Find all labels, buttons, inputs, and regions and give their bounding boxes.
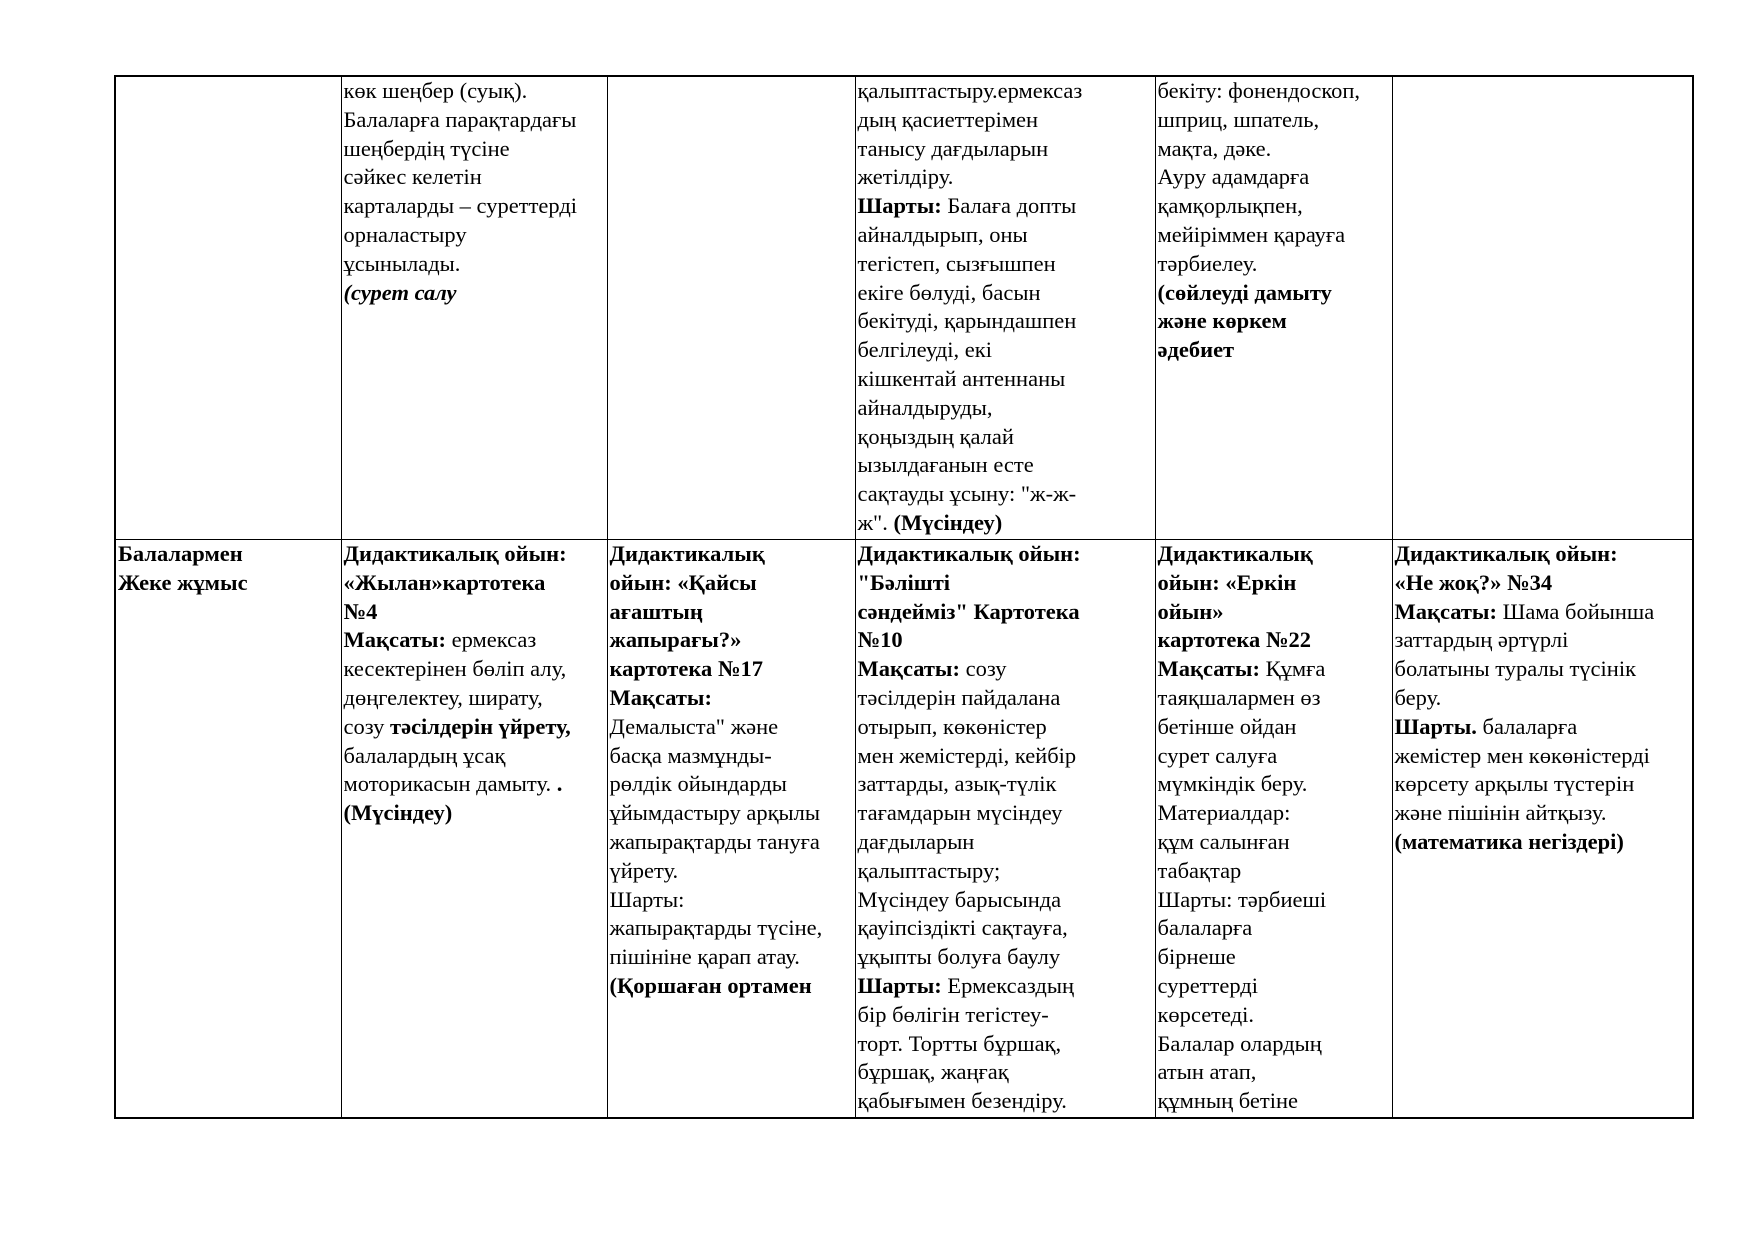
cell-text-line bbox=[1158, 336, 1390, 365]
table-cell bbox=[341, 76, 607, 540]
cell-text-line bbox=[1158, 1058, 1390, 1087]
cell-text: екіге бөлуді, басын bbox=[857, 279, 1041, 305]
cell-text-line bbox=[610, 857, 853, 886]
cell-text: шприц, шпатель, bbox=[1157, 106, 1320, 132]
cell-text-line bbox=[1395, 626, 1691, 655]
cell-text: кесектерінен бөліп алу, bbox=[343, 656, 567, 682]
cell-text-line bbox=[858, 106, 1153, 135]
cell-text-line bbox=[858, 279, 1153, 308]
cell-text: мейіріммен қарауға bbox=[1157, 221, 1346, 247]
cell-text-line bbox=[1395, 540, 1691, 569]
cell-text: айналдыруды, bbox=[857, 394, 993, 420]
cell-text-line bbox=[858, 713, 1153, 742]
cell-text: пішініне қарап атау. bbox=[609, 944, 800, 970]
cell-text: айналдырып, оны bbox=[857, 221, 1028, 247]
cell-text-line bbox=[858, 770, 1153, 799]
cell-text-line bbox=[610, 540, 853, 569]
cell-text-line bbox=[858, 423, 1153, 452]
cell-text-line bbox=[858, 221, 1153, 250]
cell-text: балаларға bbox=[1476, 713, 1578, 739]
cell-text: суреттерді bbox=[1157, 972, 1258, 998]
cell-text: Мақсаты: bbox=[1394, 598, 1497, 624]
cell-text: карталарды – суреттерді bbox=[343, 193, 578, 219]
cell-text-line bbox=[610, 655, 853, 684]
cell-text-line bbox=[1395, 684, 1691, 713]
cell-text: ұқыпты болуға баулу bbox=[857, 944, 1061, 970]
cell-text: көрсетеді. bbox=[1157, 1001, 1255, 1027]
cell-text-line bbox=[1395, 598, 1691, 627]
lesson-plan-table bbox=[114, 75, 1694, 1119]
table-row bbox=[115, 76, 1693, 540]
cell-text-line bbox=[1158, 1030, 1390, 1059]
table-cell bbox=[1392, 76, 1693, 540]
cell-text: сәйкес келетін bbox=[343, 164, 482, 190]
cell-text: Ермексаздың bbox=[941, 972, 1075, 998]
cell-text-line bbox=[1158, 192, 1390, 221]
cell-text-line bbox=[1158, 742, 1390, 771]
cell-text: жапырағы?» bbox=[609, 627, 742, 653]
cell-text-line bbox=[344, 279, 605, 308]
cell-text-line bbox=[610, 972, 853, 1001]
cell-text: тәрбиелеу. bbox=[1157, 250, 1258, 276]
cell-text-line bbox=[858, 307, 1153, 336]
cell-text: Шарты: тәрбиеші bbox=[1157, 886, 1327, 912]
cell-text-line bbox=[344, 163, 605, 192]
cell-text-line bbox=[1158, 713, 1390, 742]
cell-text: . bbox=[556, 771, 563, 797]
cell-text: Мақсаты: bbox=[857, 656, 960, 682]
cell-text: (Қоршаған ортамен bbox=[609, 972, 812, 998]
cell-text: ойын: «Қайсы bbox=[609, 569, 757, 595]
cell-text: Дидактикалық ойын: bbox=[857, 541, 1081, 566]
cell-text: құм салынған bbox=[1157, 828, 1290, 854]
cell-text: торт. Тортты бұршақ, bbox=[857, 1030, 1062, 1056]
cell-text-line bbox=[858, 626, 1153, 655]
cell-text-line bbox=[344, 626, 605, 655]
cell-text: дағдыларын bbox=[857, 828, 975, 854]
cell-text-line bbox=[344, 655, 605, 684]
cell-text-line bbox=[858, 684, 1153, 713]
table-cell bbox=[855, 76, 1155, 540]
cell-text-line bbox=[1158, 135, 1390, 164]
cell-text: Дидактикалық ойын: bbox=[343, 541, 567, 566]
cell-text: (Мүсіндеу) bbox=[343, 800, 453, 826]
cell-text: Шарты: bbox=[857, 972, 942, 998]
cell-text-line bbox=[344, 106, 605, 135]
cell-text-line bbox=[610, 713, 853, 742]
cell-text: тәсілдерін пайдалана bbox=[857, 684, 1061, 710]
cell-text: Материалдар: bbox=[1157, 800, 1291, 826]
cell-text: Дидактикалық bbox=[609, 541, 765, 566]
cell-text-line bbox=[118, 569, 339, 598]
cell-text: тәсілдерін үйрету, bbox=[390, 713, 571, 739]
cell-text-line bbox=[858, 509, 1153, 538]
cell-text-line bbox=[1158, 828, 1390, 857]
cell-text: тағамдарын мүсіндеу bbox=[857, 800, 1063, 826]
cell-text: басқа мазмұнды- bbox=[609, 742, 772, 768]
cell-text-line bbox=[1395, 828, 1691, 857]
cell-text-line bbox=[1158, 626, 1390, 655]
cell-text-line bbox=[858, 451, 1153, 480]
cell-text: белгілеуді, екі bbox=[857, 337, 992, 363]
cell-text-line bbox=[858, 1087, 1153, 1116]
table-cell bbox=[607, 540, 855, 1119]
cell-text: және көркем bbox=[1157, 308, 1287, 334]
cell-text: бекітуді, қарындашпен bbox=[857, 308, 1077, 334]
cell-text: дөңгелектеу, ширату, bbox=[343, 684, 543, 710]
cell-text-line bbox=[344, 250, 605, 279]
cell-text-line bbox=[610, 886, 853, 915]
table-cell bbox=[115, 540, 341, 1119]
cell-text-line bbox=[1158, 857, 1390, 886]
cell-text: табақтар bbox=[1157, 857, 1242, 883]
cell-text-line bbox=[858, 655, 1153, 684]
cell-text: заттардың әртүрлі bbox=[1394, 627, 1569, 653]
cell-text-line bbox=[1158, 799, 1390, 828]
cell-text-line bbox=[858, 192, 1153, 221]
cell-text-line bbox=[1158, 279, 1390, 308]
cell-text-line bbox=[1158, 106, 1390, 135]
cell-text-line bbox=[858, 972, 1153, 1001]
cell-text: бетінше ойдан bbox=[1157, 713, 1297, 739]
cell-text: жемістер мен көкөністерді bbox=[1394, 742, 1650, 768]
cell-text-line bbox=[344, 569, 605, 598]
cell-text-line bbox=[1158, 569, 1390, 598]
cell-text-line bbox=[610, 943, 853, 972]
cell-text: «Жылан»картотека bbox=[343, 569, 546, 595]
cell-text-line bbox=[1158, 221, 1390, 250]
cell-text: орналастыру bbox=[343, 221, 467, 247]
cell-text-line bbox=[858, 886, 1153, 915]
cell-text: ойын: «Еркін bbox=[1157, 569, 1297, 595]
cell-text-line bbox=[344, 192, 605, 221]
cell-text-line bbox=[1158, 684, 1390, 713]
cell-text: Шарты. bbox=[1394, 713, 1477, 739]
cell-text: Балаға допты bbox=[941, 193, 1077, 219]
cell-text: ойын» bbox=[1157, 598, 1224, 624]
cell-text-line bbox=[610, 799, 853, 828]
cell-text: Мақсаты: bbox=[1157, 656, 1260, 682]
cell-text: Балалармен bbox=[118, 541, 243, 566]
cell-text: бекіту: фонендоскоп, bbox=[1157, 78, 1361, 103]
cell-text: картотека №22 bbox=[1157, 627, 1311, 653]
cell-text: шеңбердің түсіне bbox=[343, 135, 510, 161]
cell-text: ұсынылады. bbox=[343, 250, 461, 276]
cell-text-line bbox=[1158, 914, 1390, 943]
cell-text-line bbox=[1158, 770, 1390, 799]
cell-text-line bbox=[1395, 742, 1691, 771]
cell-text: қабығымен безендіру. bbox=[857, 1088, 1067, 1114]
cell-text: қалыптастыру.ермексаз bbox=[857, 78, 1083, 103]
cell-text: Демалыста" және bbox=[609, 713, 779, 739]
cell-text-line bbox=[610, 914, 853, 943]
cell-text: жапырақтарды түсіне, bbox=[609, 915, 823, 941]
cell-text: Ауру адамдарға bbox=[1157, 164, 1310, 190]
cell-text-line bbox=[610, 828, 853, 857]
table-cell bbox=[115, 76, 341, 540]
cell-text: (Мүсіндеу) bbox=[887, 509, 1003, 535]
table-row bbox=[115, 540, 1693, 1119]
cell-text: қалыптастыру; bbox=[857, 857, 1001, 883]
cell-text-line bbox=[858, 77, 1153, 106]
cell-text-line bbox=[610, 684, 853, 713]
cell-text: (сөйлеуді дамыту bbox=[1157, 279, 1332, 305]
cell-text-line bbox=[858, 163, 1153, 192]
table-cell bbox=[855, 540, 1155, 1119]
cell-text: дың қасиеттерімен bbox=[857, 106, 1039, 132]
cell-text-line bbox=[1158, 655, 1390, 684]
cell-text-line bbox=[610, 742, 853, 771]
cell-text: қоңыздың қалай bbox=[857, 423, 1014, 449]
cell-text-line bbox=[610, 569, 853, 598]
cell-text-line bbox=[344, 684, 605, 713]
cell-text-line bbox=[858, 1030, 1153, 1059]
cell-text: мақта, дәке. bbox=[1157, 135, 1272, 161]
cell-text: «Не жоқ?» №34 bbox=[1394, 569, 1553, 595]
cell-text-line bbox=[858, 540, 1153, 569]
table-cell bbox=[1155, 76, 1392, 540]
cell-text: Жеке жұмыс bbox=[118, 569, 248, 595]
cell-text: отырып, көкөністер bbox=[857, 713, 1047, 739]
cell-text: көрсету арқылы түстерін bbox=[1394, 771, 1635, 797]
table-cell bbox=[341, 540, 607, 1119]
cell-text-line bbox=[1395, 770, 1691, 799]
cell-text-line bbox=[1158, 943, 1390, 972]
cell-text: рөлдік ойындарды bbox=[609, 771, 787, 797]
cell-text: ермексаз bbox=[446, 627, 537, 653]
cell-text: Дидактикалық bbox=[1157, 541, 1313, 566]
cell-text-line bbox=[858, 742, 1153, 771]
cell-text-line bbox=[344, 770, 605, 799]
cell-text: кішкентай антеннаны bbox=[857, 365, 1066, 391]
table-cell bbox=[1155, 540, 1392, 1119]
cell-text: атын атап, bbox=[1157, 1059, 1257, 1085]
cell-text-line bbox=[858, 1058, 1153, 1087]
cell-text: Құмға bbox=[1260, 656, 1326, 682]
cell-text: (сурет салу bbox=[343, 279, 457, 305]
cell-text: моторикасын дамыту. bbox=[343, 771, 557, 797]
cell-text-line bbox=[1158, 307, 1390, 336]
table-cell bbox=[607, 76, 855, 540]
cell-text-line bbox=[858, 943, 1153, 972]
cell-text: Балалар олардың bbox=[1157, 1030, 1322, 1056]
cell-text-line bbox=[1158, 1087, 1390, 1116]
cell-text: картотека №17 bbox=[609, 656, 763, 682]
cell-text: Мақсаты: bbox=[609, 684, 712, 710]
cell-text-line bbox=[610, 626, 853, 655]
cell-text-line bbox=[858, 1001, 1153, 1030]
cell-text-line bbox=[858, 365, 1153, 394]
cell-text: Мүсіндеу барысында bbox=[857, 886, 1062, 912]
cell-text-line bbox=[610, 598, 853, 627]
cell-text: ж". bbox=[857, 509, 888, 535]
cell-text: ызылдағанын есте bbox=[857, 452, 1034, 478]
cell-text: ұйымдастыру арқылы bbox=[609, 800, 820, 826]
cell-text-line bbox=[858, 857, 1153, 886]
cell-text: қамқорлықпен, bbox=[1157, 193, 1303, 219]
cell-text: әдебиет bbox=[1157, 337, 1235, 363]
cell-text-line bbox=[858, 250, 1153, 279]
cell-text-line bbox=[1395, 655, 1691, 684]
cell-text: сақтауды ұсыну: "ж-ж- bbox=[857, 481, 1077, 507]
cell-text-line bbox=[1158, 540, 1390, 569]
cell-text: жетілдіру. bbox=[857, 164, 954, 190]
cell-text: Мақсаты: bbox=[343, 627, 446, 653]
cell-text-line bbox=[344, 540, 605, 569]
cell-text: мүмкіндік беру. bbox=[1157, 771, 1308, 797]
cell-text-line bbox=[1158, 972, 1390, 1001]
cell-text: бірнеше bbox=[1157, 944, 1236, 970]
cell-text: созу bbox=[960, 656, 1007, 682]
cell-text: және пішінін айтқызу. bbox=[1394, 800, 1607, 826]
cell-text: №4 bbox=[343, 598, 378, 624]
cell-text-line bbox=[858, 394, 1153, 423]
cell-text-line bbox=[1158, 598, 1390, 627]
cell-text-line bbox=[858, 914, 1153, 943]
cell-text-line bbox=[858, 598, 1153, 627]
cell-text: созу bbox=[343, 713, 391, 739]
cell-text-line bbox=[344, 742, 605, 771]
cell-text-line bbox=[858, 480, 1153, 509]
cell-text: жапырақтарды тануға bbox=[609, 828, 820, 854]
cell-text-line bbox=[344, 135, 605, 164]
cell-text: сәндейміз" Картотека bbox=[857, 598, 1080, 624]
cell-text: (математика негіздері) bbox=[1394, 828, 1624, 854]
cell-text: бір бөлігін тегістеу- bbox=[857, 1001, 1049, 1027]
cell-text: таяқшалармен өз bbox=[1157, 684, 1321, 710]
cell-text: танысу дағдыларын bbox=[857, 135, 1049, 161]
cell-text: Шарты: bbox=[857, 193, 942, 219]
cell-text: бұршақ, жаңғақ bbox=[857, 1059, 1009, 1085]
cell-text-line bbox=[344, 221, 605, 250]
cell-text-line bbox=[858, 828, 1153, 857]
cell-text: қауіпсіздікті сақтауға, bbox=[857, 915, 1068, 941]
cell-text: Дидактикалық ойын: bbox=[1394, 541, 1618, 566]
cell-text-line bbox=[344, 799, 605, 828]
cell-text: болатыны туралы түсінік bbox=[1394, 656, 1637, 682]
cell-text-line bbox=[610, 770, 853, 799]
cell-text-line bbox=[858, 135, 1153, 164]
cell-text: тегістеп, сызғышпен bbox=[857, 250, 1056, 276]
cell-text: үйрету. bbox=[609, 857, 679, 883]
cell-text: ағаштың bbox=[609, 598, 703, 624]
cell-text-line bbox=[1395, 713, 1691, 742]
cell-text: заттарды, азық-түлік bbox=[857, 771, 1057, 797]
cell-text-line bbox=[1395, 569, 1691, 598]
cell-text: мен жемістерді, кейбір bbox=[857, 742, 1077, 768]
cell-text-line bbox=[1158, 77, 1390, 106]
cell-text: көк шеңбер (суық). bbox=[343, 78, 528, 103]
cell-text: балаларға bbox=[1157, 915, 1253, 941]
cell-text: балалардың ұсақ bbox=[343, 742, 506, 768]
cell-text-line bbox=[1158, 163, 1390, 192]
cell-text: №10 bbox=[857, 627, 903, 653]
cell-text-line bbox=[344, 598, 605, 627]
cell-text: сурет салуға bbox=[1157, 742, 1278, 768]
cell-text-line bbox=[118, 540, 339, 569]
cell-text: Шарты: bbox=[609, 886, 685, 912]
cell-text-line bbox=[1158, 250, 1390, 279]
cell-text: Шама бойынша bbox=[1497, 598, 1655, 624]
cell-text-line bbox=[1158, 886, 1390, 915]
cell-text-line bbox=[1395, 799, 1691, 828]
cell-text-line bbox=[858, 336, 1153, 365]
cell-text: "Бәлішті bbox=[857, 569, 951, 595]
cell-text-line bbox=[858, 799, 1153, 828]
cell-text-line bbox=[344, 77, 605, 106]
table-cell bbox=[1392, 540, 1693, 1119]
cell-text: беру. bbox=[1394, 684, 1442, 710]
cell-text-line bbox=[1158, 1001, 1390, 1030]
cell-text-line bbox=[344, 713, 605, 742]
cell-text: құмның бетіне bbox=[1157, 1088, 1298, 1114]
cell-text-line bbox=[858, 569, 1153, 598]
cell-text: Балаларға парақтардағы bbox=[343, 106, 577, 132]
